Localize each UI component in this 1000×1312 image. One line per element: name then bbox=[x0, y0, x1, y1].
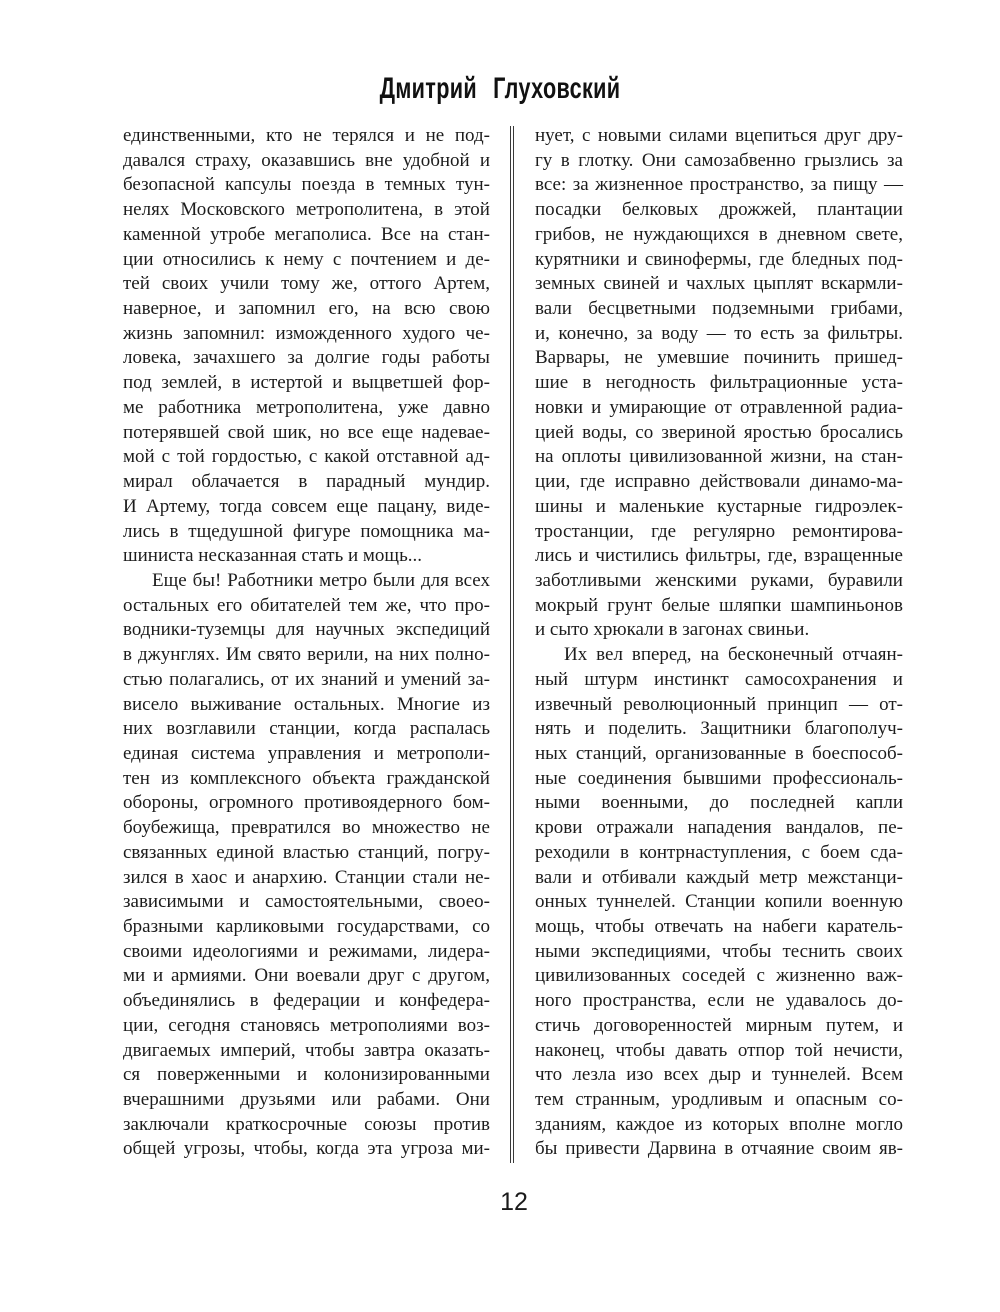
text-line: Варвары, не умевшие починить пришед- bbox=[535, 347, 903, 369]
text-line: ными военными, до последней капли bbox=[535, 792, 903, 814]
paragraph bbox=[535, 643, 903, 1162]
text-line: реходили в контрнаступления, с боем сда- bbox=[535, 841, 903, 863]
text-line: водники-туземцы для научных экспедиций bbox=[123, 619, 490, 641]
text-line: связанных единой властью станций, погру- bbox=[123, 841, 490, 863]
text-line: ся поверженными и колонизированными bbox=[123, 1064, 490, 1086]
text-line: ции, где исправно действовали динамо-ма- bbox=[535, 471, 903, 493]
text-line: крови отражали нападения вандалов, пе- bbox=[535, 817, 903, 839]
text-line: мокрый грунт белые шляпки шампиньонов bbox=[535, 594, 903, 616]
text-line: что лезла изо всех дыр и туннелей. Всем bbox=[535, 1064, 903, 1086]
text-line: стичь договоренностей мирным путем, и bbox=[535, 1014, 903, 1036]
text-line: стью полагались, от их знаний и умений за- bbox=[123, 668, 490, 690]
text-line: Их вел вперед, на бесконечный отчаян- bbox=[564, 644, 903, 666]
text-line: ный штурм инстинкт самосохранения и bbox=[535, 668, 903, 690]
text-line: земных свиней и чахлых цыплят вскармли- bbox=[535, 273, 903, 295]
text-line: посадки белковых дрожжей, плантации bbox=[535, 199, 903, 221]
text-line: боубежища, превратился во множество не bbox=[123, 817, 490, 839]
text-line: в джунглях. Им свято верили, на них полно- bbox=[123, 644, 490, 666]
page-number: 12 bbox=[500, 1188, 528, 1216]
text-line: зданиям, каждое из которых вполне могло bbox=[535, 1113, 903, 1135]
text-line: общей угрозы, чтобы, когда эта угроза ми- bbox=[123, 1138, 490, 1160]
text-line: бразными карликовыми государствами, со bbox=[123, 916, 490, 937]
text-line: ных станций, организованные в боеспособ- bbox=[535, 742, 903, 764]
text-line: И Артему, тогда совсем еще пацану, виде- bbox=[123, 495, 490, 517]
text-line: наверное, и запомнил его, на всю свою bbox=[123, 298, 490, 320]
text-line: заботливыми женскими руками, буравили bbox=[535, 569, 903, 591]
text-line: мой с той гордостью, с какой отставной ад- bbox=[123, 446, 490, 468]
text-line: нять и поделить. Защитники благополуч- bbox=[535, 718, 903, 740]
text-line: все: за жизненное пространство, за пищу — bbox=[535, 174, 903, 196]
text-line: шиниста несказанная стать и мощь... bbox=[123, 545, 422, 567]
text-line: ме работника метрополитена, уже давно bbox=[123, 396, 490, 418]
text-line: давался страху, оказавшись вне удобной и bbox=[123, 149, 490, 171]
text-line: остальных его обитателей тем же, что про- bbox=[123, 594, 490, 616]
page-header-author: Дмитрий Глуховский bbox=[379, 72, 621, 105]
text-line: потерявшей свой шик, но все еще надевае- bbox=[123, 421, 490, 443]
text-line: и, конечно, за воду — то есть за фильтры. bbox=[535, 322, 903, 344]
text-line: лись в тщедушной фигуре помощника ма- bbox=[123, 520, 490, 542]
text-line: обороны, огромного противоядерного бом- bbox=[123, 792, 490, 814]
text-line: ми и армиями. Они воевали друг с другом, bbox=[123, 965, 490, 987]
text-line: зился в хаос и анархию. Станции стали не- bbox=[123, 866, 490, 888]
text-line: бы привести Дарвина в отчаяние своим яв- bbox=[535, 1138, 903, 1160]
text-line: шины и маленькие кустарные гидроэлек- bbox=[535, 495, 903, 517]
text-line: тем странным, уродливым и опасным со- bbox=[535, 1089, 903, 1111]
text-line: объединялись в федерации и конфедера- bbox=[123, 990, 490, 1012]
text-line: мирал облачается в парадный мундир. bbox=[123, 471, 490, 493]
text-line: вчерашними друзьями или рабами. Они bbox=[123, 1089, 490, 1111]
text-line: ными экспедициями, чтобы теснить своих bbox=[535, 940, 903, 962]
text-line: безопасной капсулы поезда в темных тун- bbox=[123, 174, 490, 196]
text-line: шие в негодность фильтрационные уста- bbox=[535, 372, 903, 394]
text-line: мощь, чтобы отвечать на набеги каратель- bbox=[535, 916, 903, 937]
text-line: Еще бы! Работники метро были для всех bbox=[152, 569, 490, 591]
text-line: гу в глотку. Они самозабвенно грызлись за bbox=[535, 149, 903, 171]
text-line: своими идеологиями и режимами, лидера- bbox=[123, 940, 490, 962]
text-column-right bbox=[535, 124, 903, 1162]
text-line: вали бесцветными подземными грибами, bbox=[535, 298, 903, 320]
text-line: заключали краткосрочные союзы против bbox=[123, 1113, 490, 1135]
text-line: курятники и свинофермы, где бледных под- bbox=[535, 248, 903, 270]
text-line: ные соединения бывшими профессиональ- bbox=[535, 767, 903, 789]
text-line: двигаемых империй, чтобы завтра оказать- bbox=[123, 1039, 490, 1061]
text-line: тростанции, где регулярно ремонтирова- bbox=[535, 520, 903, 542]
text-column-left bbox=[123, 124, 490, 1162]
text-line: них возглавили станции, когда распалась bbox=[123, 718, 490, 740]
text-line: тен из комплексного объекта гражданской bbox=[123, 767, 490, 789]
text-line: грибов, не нуждающихся в дневном свете, bbox=[535, 223, 903, 245]
paragraph bbox=[123, 569, 490, 1162]
text-line: лись и чистились фильтры, где, взращенные bbox=[535, 545, 903, 567]
text-line: каменной утробе мегаполиса. Все на стан- bbox=[123, 223, 490, 245]
text-line: ции, сегодня становясь метрополиями воз- bbox=[123, 1014, 490, 1036]
text-line: вали и отбивали каждый метр межстанци- bbox=[535, 866, 903, 888]
two-column-text-block bbox=[123, 124, 905, 1163]
paragraph bbox=[123, 124, 490, 569]
text-line: зависимыми и самостоятельными, своео- bbox=[123, 891, 490, 913]
text-line: ции относились к нему с почтением и де- bbox=[123, 248, 490, 270]
text-line: новки и умирающие от отравленной радиа- bbox=[535, 396, 903, 418]
text-line: ного пространства, если не удавалось до- bbox=[535, 990, 903, 1012]
text-line: тей своих учили тому же, оттого Артем, bbox=[123, 273, 490, 295]
text-line: наконец, чтобы давать отпор той нечисти, bbox=[535, 1039, 903, 1061]
text-line: единственными, кто не терялся и не под- bbox=[123, 125, 490, 146]
text-line: единая система управления и метрополи- bbox=[123, 742, 490, 764]
text-line: нует, с новыми силами вцепиться друг дру- bbox=[535, 125, 903, 146]
text-line: цивилизованных соседей с жизненно важ- bbox=[535, 965, 903, 987]
text-line: онных туннелей. Станции копили военную bbox=[535, 891, 903, 913]
text-line: висело выживание остальных. Многие из bbox=[123, 693, 490, 715]
text-line: цией воды, со звериной яростью бросались bbox=[535, 421, 903, 443]
column-divider bbox=[510, 126, 514, 1163]
text-line: под землей, в истертой и выцветшей фор- bbox=[123, 372, 490, 394]
paragraph bbox=[535, 124, 903, 643]
text-line: на оплоты цивилизованной жизни, на стан- bbox=[535, 446, 903, 468]
text-line: извечный революционный принцип — от- bbox=[535, 693, 903, 715]
text-line: ловека, зачахшего за долгие годы работы bbox=[123, 347, 490, 369]
text-line: нелях Московского метрополитена, в этой bbox=[123, 199, 490, 221]
text-line: жизнь запомнил: изможденного худого че- bbox=[123, 322, 490, 344]
text-line: и сыто хрюкали в загонах свиньи. bbox=[535, 619, 810, 641]
